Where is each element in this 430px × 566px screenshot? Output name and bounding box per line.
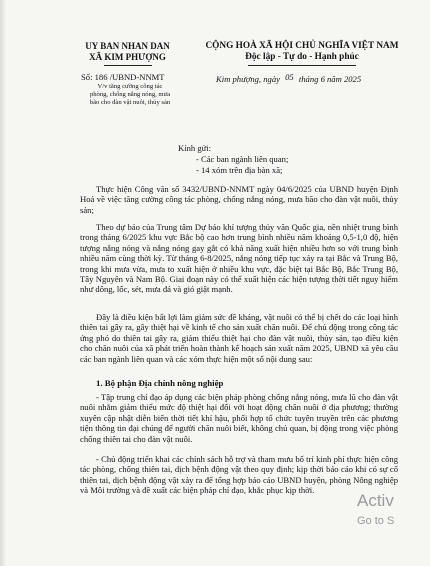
motto-underline: [248, 65, 356, 66]
paragraph-requirements: [80, 312, 398, 364]
activation-watermark-subtitle: Go to S: [357, 515, 395, 527]
date-day: 05: [285, 72, 294, 82]
issuer-line1: UY BAN NHAN DAN: [85, 41, 170, 51]
subject-line1: V/v tăng cường công tác: [97, 83, 163, 90]
section-heading: 1. Bộ phận Địa chính nông nghiệp: [96, 378, 224, 388]
national-motto: Độc lập - Tự do - Hạnh phúc: [245, 52, 359, 62]
subject-block: [74, 83, 186, 108]
paragraph-reference: [80, 184, 398, 215]
paragraph-text: - Chủ động triển khai các chính sách hỗ trợ và tham mưu bố trí kinh phí thực hiện công tác phòng, chống thiên tai, dịch bệnh động vật theo quy định; kịp thời báo cáo khi có sự cố thiên tai, dịch bệnh động vật xảy ra để tổng hợp báo cáo UBND huyện, phòng Nông nghiệp và Môi trường và đề xuất các biện pháp chỉ đạo, khắc phục kịp thời.: [80, 454, 398, 496]
paragraph-task-1: [80, 392, 398, 444]
issuer-underline: [104, 65, 152, 66]
recipient-item: - 14 xóm trên địa bàn xã;: [196, 165, 283, 175]
issuer-line2: XÃ KIM PHƯỢNG: [89, 52, 166, 62]
activation-watermark-title: Activ: [357, 491, 394, 510]
paragraph-text: Đây là điều kiện bất lợi làm giảm sức đề kháng, vật nuôi có thể bị chết do các loại hình thiên tai gây ra, gây thiệt hại về kinh tế cho sản xuất chăn nuôi. Để chủ động trong công tác ứng phó do thiên tai gây ra, giảm thiểu thiệt hại cho đàn vật nuôi, thủy sản, tạo điều kiện cho chăn nuôi của xã phát triển hoàn thành kế hoạch sản xuất năm 2025, UBND xã yêu cầu các ban ngành liên quan và các xóm thực hiện một số nội dung sau:: [80, 312, 398, 364]
place-date: [216, 74, 361, 84]
national-title: CỘNG HOÀ XÃ HỘI CHỦ NGHĨA VIỆT NAM: [205, 41, 399, 51]
paragraph-task-2: [80, 454, 398, 496]
subject-line3: bão cho đàn vật nuôi, thủy sản: [89, 99, 171, 107]
subject-line2: phòng, chống nắng nóng, mưa: [89, 91, 171, 99]
paragraph-text: - Tập trung chỉ đạo áp dụng các biện pháp phòng chống nắng nóng, mưa lũ cho đàn vật nuôi nhằm giảm thiểu mức độ thiệt hại đối với hoạt động chăn nuôi ở địa phương; thường xuyên cập nhật diễn biến thời tiết khí hậu, phối hợp tổ chức tuyên truyền trên các phương tiện thông tin đại chúng để người chăn nuôi biết, không chủ quan, bị động trong việc phòng chống thiên tai cho đàn vật nuôi.: [80, 392, 398, 444]
recipients-label: Kính gửi:: [178, 143, 212, 153]
recipient-item: - Các ban ngành liên quan;: [196, 154, 289, 164]
scan-edge-shadow: [0, 0, 6, 566]
paragraph-text: Thực hiện Công văn số 3432/UBND-NNMT ngày 04/6/2025 của UBND huyện Định Hoá về việc tăng cường công tác phòng, chống nắng nóng, mưa bão cho đàn vật nuôi, thủy sản;: [80, 184, 398, 215]
place-date-prefix: Kim phượng, ngày: [216, 74, 280, 84]
national-title-block: [192, 41, 412, 63]
document-number: Số: 186 /UBND-NNMT: [81, 72, 165, 82]
paragraph-text: Theo dự báo của Trung tâm Dự báo khí tượng thủy văn Quốc gia, nền nhiệt trung bình trong tháng 6/2025 khu vực Bắc bộ cao hơn trung bình nhiều năm khoảng 0,5-1,0 độ, hiện tượng nắng nóng và nắng nóng gay gắt có khả năng xuất hiện nhiều hơn so với trung bình nhiều năm cùng thời kỳ. Từ tháng 6-8/2025, nắng nóng tiếp tục xảy ra tại Bắc và Trung Bộ, trong khi mưa vừa, mưa to xuất hiện ở nhiều khu vực, đặc biệt tại Bắc Bộ, Bắc Trung Bộ, Tây Nguyên và Nam Bộ. Giai đoạn này có thể xuất hiện các hiện tượng thời tiết nguy hiểm như dông, lốc, sét, mưa đá và gió giật mạnh.: [80, 222, 398, 295]
issuer-block: [70, 41, 185, 63]
paragraph-forecast: [80, 222, 398, 295]
place-date-suffix: tháng 6 năm 2025: [298, 74, 362, 84]
